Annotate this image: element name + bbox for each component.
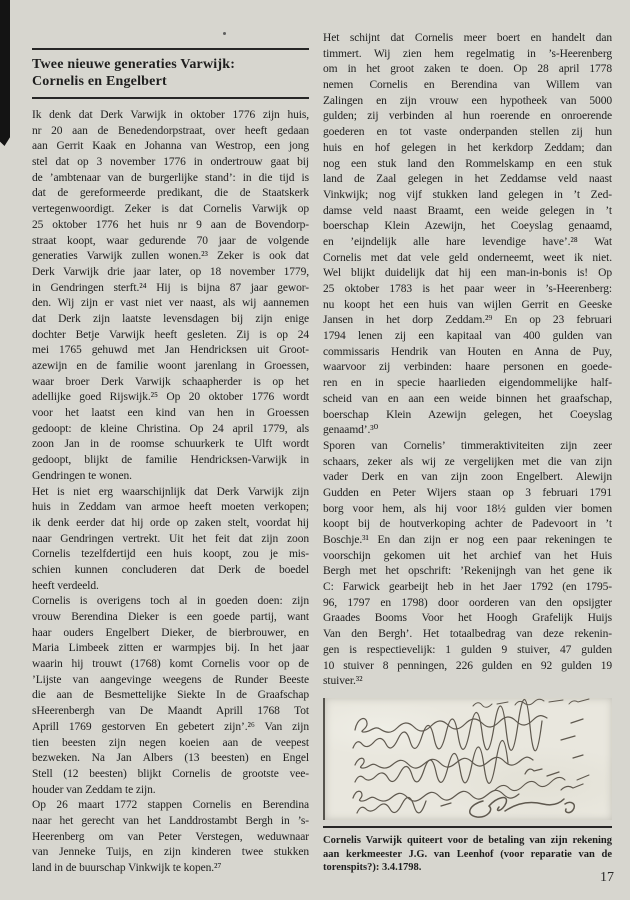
text-line: dat de gereformeerde predikant, die de Staatskerk (32, 187, 309, 200)
text-line: nr 20 aan de Benedendorpstraat, over heeft gedaan (32, 124, 309, 137)
text-line: dochter Betje Varwijk heeft gesleten. Zij is op 24 (32, 328, 309, 341)
text-line: 10 stuiver 8 penningen, 226 gulden en 92 gulden 19 (323, 659, 612, 672)
text-line: nog een stuk land den Rommelskamp en een stuk (323, 157, 612, 170)
text-line: Derk Varwijk drie jaar later, op 18 november 1779, (32, 265, 309, 278)
text-line: commissaris Hendrik van Houten en Anna de Puy, (323, 345, 612, 358)
article-title: Twee nieuwe generaties Varwijk: (32, 57, 236, 72)
text-line: timmert. Wij zien hem regelmatig in ’s-Heerenberg (323, 47, 612, 60)
text-line: huis en hof gelegen in het kerkdorp Zeddam; dan (323, 141, 612, 154)
text-line: houder van Zeddam te zijn. (32, 783, 156, 796)
text-line: land in de buurschap Vinkwijk te kopen.²⁷ (32, 862, 222, 874)
text-line: 25 oktober 1776 het huis nr 9 aan de Bovendorp- (32, 218, 309, 231)
text-line: Aprill 1769 gestorven En gebetert zijn’.²⁶ Van zijn (32, 720, 309, 733)
text-line: genaamd’.³⁰ (323, 424, 379, 437)
text-line: stel dat op 3 november 1776 in ondertrouw gaat bij (32, 156, 309, 169)
text-line: schaars, zeker als wij ze vergelijken met die van zijn (323, 455, 612, 468)
left-body-text (32, 108, 309, 877)
text-line: C: Farwick gearbeijt heb in het Jaer 1792 (en 1795- (323, 581, 612, 594)
text-line: Van den Bergh’. Het totaalbedrag van deze rekenin- (323, 628, 612, 641)
text-line: vader Derk en van zijn zoon Engelbert. Alewijn (323, 471, 612, 484)
text-line: waar broer Derk Varwijk schaapherder is op het (32, 375, 309, 388)
text-line: Cornelis is overigens toch al in goeden doen: zijn (32, 595, 309, 608)
text-line: mei 1765 gehuwd met Jan Hendricksen uit Groot- (32, 344, 309, 357)
paragraph (323, 31, 612, 439)
text-line: azewijn en de familie woont jarenlang in Groessen, (32, 360, 309, 372)
text-line: vertegenwoordigt. Zeker is dat Cornelis Varwijk op (32, 203, 309, 216)
text-line: gulden; zij verbinden al hun roerende en onroerende (323, 110, 612, 123)
text-line: gedoopt: de kleine Christina. Op 24 april 1779, als (32, 422, 309, 435)
text-line: Graades Booms Voor het Hoogh Grafelijk Huijs (323, 612, 612, 625)
text-line: Cornelis met dat vele geld onderneemt, weet ik niet. (323, 251, 612, 264)
scan-edge-artifact (0, 0, 10, 146)
text-line: torenspits?): 3.4.1798. (323, 862, 422, 874)
text-line: scheid van en aan een weide binnen het graafschap, (323, 392, 612, 405)
text-line: naar Gendringen vertrekt. Uit het feit dat zijn zoon (32, 532, 309, 545)
text-line: waarin hij trouwt (1768) komt Cornelis voor op de (32, 658, 309, 671)
text-line: Maria Limbeek zitten er warmpjes bij. In het jaar (32, 642, 309, 655)
text-line: boerschap Klein Azewijn gelegen, het Coeyslag (323, 408, 612, 421)
text-line: Gudden en Peter Wijers staan op 3 februari 1791 (323, 486, 612, 499)
text-line: straat koopt, waar gedurende 70 jaar de volgende (32, 234, 309, 247)
text-line: gedoopt, blijkt de familie Hendricksen-Varwijk in (32, 454, 309, 467)
text-line: nemen Cornelis en Berendina van Willem van (323, 79, 612, 92)
text-line: generaties Varwijk zullen wonen.²³ Zeker is ook dat (32, 250, 309, 263)
text-line: Het schijnt dat Cornelis meer boert en handelt dan (323, 32, 612, 44)
text-line: Cornelis Varwijk quiteert voor de betaling van zijn rekening (323, 834, 612, 846)
text-line: Wel blijkt duidelijk dat hij een man-in-bonis is! Op (323, 267, 612, 280)
text-line: Cornelis tezelfdertijd een huis koopt, zou je mis- (32, 548, 309, 561)
text-line: ’Lijste van aangevinge weegens de Runder Beeste (32, 673, 309, 686)
text-line: Stell (12 beesten) blijkt Cornelis de grootste vee- (32, 767, 309, 780)
left-column (32, 44, 309, 877)
text-line: vrouw Berendina Dieker is een goede partij, want (32, 611, 309, 623)
text-line: 1794 lenen zij een kapitaal van 400 gulden van (323, 330, 612, 343)
text-line: in Gendringen sterft.²⁴ Hij is bijna 87 jaar gewor- (32, 281, 309, 294)
text-line: 25 oktober 1783 is het paar weer in ’s-Heerenberg: (323, 283, 612, 295)
text-line: goederen en tot vaste onderpanden stellen zij hun (323, 126, 612, 139)
text-line: huis in Zeddam van armoe heeft moeten verkopen; (32, 501, 309, 514)
paragraph (32, 594, 309, 798)
text-line: koopt bij de houtverkoping achter de Padevoort in ’t (323, 518, 612, 531)
text-line: Het is niet erg waarschijnlijk dat Derk Varwijk zijn (32, 485, 309, 498)
article-subtitle: Cornelis en Engelbert (32, 74, 167, 89)
text-line: 96, 1797 en 1798) door oorderen van den opsijgter (323, 596, 612, 609)
text-line: die aan de Besmettelijke Siekte In de Graafschap (32, 689, 309, 702)
text-line: de ’ambtenaar van de burgerlijke stand’: in die tijd is (32, 171, 309, 184)
text-line: Bergh met het opschrift: ’Rekenijngh van het gene ik (323, 565, 612, 578)
text-line: Heerenberg om van Peter Verstegen, weduwnaar (32, 830, 309, 843)
text-line: voor het laatst een kind van hen in Groessen (32, 407, 309, 420)
article-title-block (32, 48, 309, 99)
text-line: Op 26 maart 1772 stappen Cornelis en Berendina (32, 799, 309, 812)
text-line: damse veld naast Braamt, een weide gelegen in ’t (323, 204, 612, 217)
text-line: aan kerkmeester J.G. van Leenhof (voor reparatie van de (323, 848, 612, 860)
text-line: Gendringen te wonen. (32, 469, 132, 482)
text-line: borg voor hem, als hij voor 18½ gulden vier bomen (323, 502, 612, 515)
text-line: Sporen van Cornelis’ timmeraktiviteiten zijn zeer (323, 439, 612, 452)
paragraph (32, 108, 309, 485)
handwriting-strokes-graphic (325, 698, 612, 820)
figure-caption (323, 826, 612, 875)
text-line: schien kunnen concluderen dat Derk de boedel (32, 563, 309, 576)
text-line: sHeerenbergh van De Maandt Aprill 1768 Tot (32, 705, 309, 718)
text-line: aan Gerrit Kaak en Johanna van Westrop, een jong (32, 140, 309, 153)
paragraph (323, 439, 612, 690)
text-line: stuiver.³² (323, 675, 363, 688)
text-line: heeft verdeeld. (32, 579, 99, 592)
text-line: zoon Jan in de roomse schuurkerk te Ulft wordt (32, 438, 309, 451)
text-line: boerschap Klein Azewijn, het Coeyslag genaamd, (323, 220, 612, 233)
ink-dot-artifact (223, 32, 226, 35)
receipt-scan-image (323, 698, 612, 820)
text-line: om in het groot zaken te doen. Op 28 april 1778 (323, 63, 612, 76)
text-line: naar het gerecht van het Landdrostambt Bergh in ’s- (32, 814, 309, 827)
text-line: Ik denk dat Derk Varwijk in oktober 1776 zijn huis, (32, 109, 309, 121)
text-line: tien beesten zijn negen koeien aan de veepest (32, 736, 309, 749)
text-line: waarvoor zij verbinden: haare personen en goede- (323, 361, 612, 374)
right-column (323, 31, 612, 875)
right-body-text (323, 31, 612, 690)
text-line: dat Derk zijn laatste levensdagen bij zijn enige (32, 312, 309, 325)
text-line: ren en in specie haarlieden eigendommelijke half- (323, 377, 612, 390)
text-line: Jansen in het dorp Zeddam.²⁹ En op 23 februari (323, 314, 612, 327)
text-line: den. Wij zijn er vast niet ver naast, als wij aannemen (32, 297, 309, 310)
text-line: adellijke goed Rijswijk.²⁵ Op 20 oktober 1776 wordt (32, 391, 309, 404)
text-line: haar ouders Engelbert Dieker, de bierbrouwer, en (32, 626, 309, 639)
text-line: Zalingen en zijn vrouw een hypotheek van 5000 (323, 94, 612, 107)
text-line: nu koopt het een huis van wijlen Gerrit en Geeske (323, 298, 612, 311)
text-line: Vinkwijk; nog vijf stukken land gelegen in ’t Zed- (323, 188, 612, 201)
text-line: ik denk eerder dat hij orde op zaken stelt, voordat hij (32, 516, 309, 529)
text-line: land de Zaal gelegen in het Zeddamse veld naast (323, 173, 612, 186)
text-line: Boschje.³¹ En dan zijn er nog een paar rekeningen te (323, 534, 612, 546)
text-line: voorschijn gekomen uit het archief van het Huis (323, 549, 612, 562)
figure-receipt (323, 698, 612, 875)
text-line: gen is respectievelijk: 1 gulden 9 stuiver, 47 gulden (323, 643, 612, 656)
page-number: 17 (600, 870, 614, 885)
text-line: bezweken. Na Jan Albers (13 beesten) en Engel (32, 752, 309, 765)
paragraph (32, 485, 309, 595)
text-line: van Jenneke Tuijs, en zijn kinderen twee stukken (32, 846, 309, 859)
paragraph (32, 798, 309, 876)
text-line: en ’eijndelijk alle hare levendige have’.²⁸ Wat (323, 235, 612, 248)
